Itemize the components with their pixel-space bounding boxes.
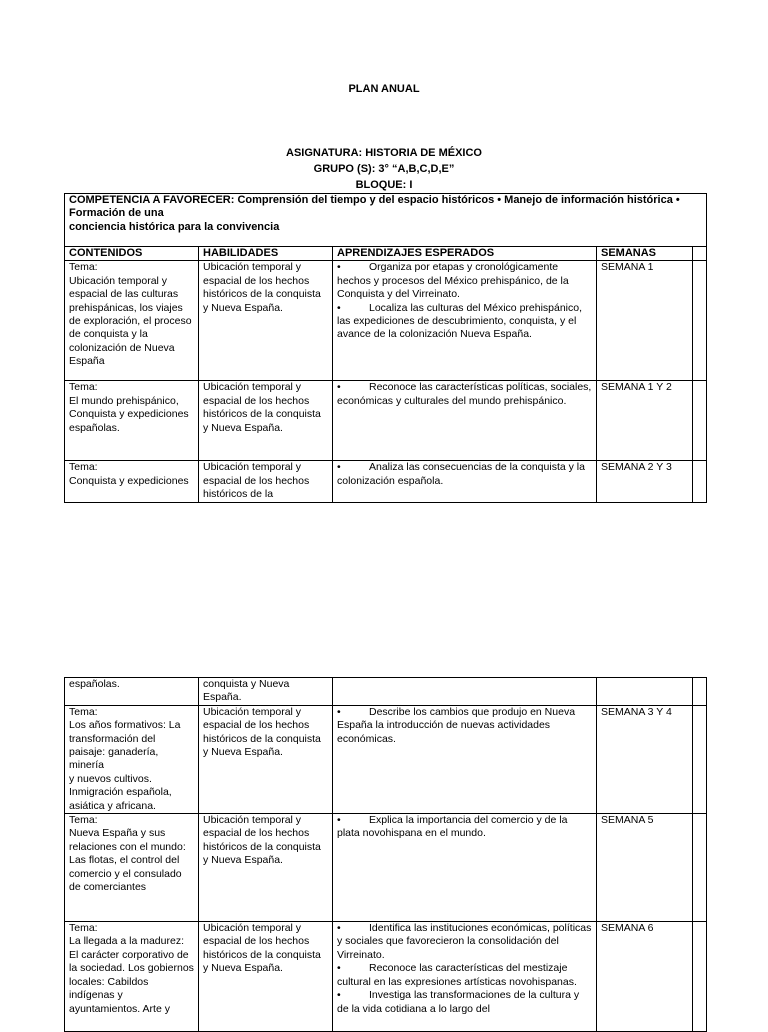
aprendizaje-item: • Localiza las culturas del México prehispánico, las expediciones de descubrimiento, conquista, y el avance de la colonización Nueva España. bbox=[337, 301, 583, 341]
aprendizaje-item: • Investiga las transformaciones de la cultura y de la vida cotidiana a lo largo del bbox=[337, 989, 580, 1015]
contenidos-cell: Tema: Nueva España y sus relaciones con el mundo: Las flotas, el control del comercio y el consulado de comerciantes bbox=[65, 814, 199, 922]
empty-cell bbox=[693, 461, 707, 502]
habilidades-cell: conquista y Nueva España. bbox=[199, 678, 333, 706]
plan-table-page-2 bbox=[64, 677, 707, 1032]
aprendizaje-item: • Organiza por etapas y cronológicamente hechos y procesos del México prehispánico, de la Conquista y del Virreinato. bbox=[337, 261, 569, 301]
empty-cell bbox=[693, 814, 707, 922]
bullet-icon: • bbox=[337, 814, 341, 827]
empty-cell bbox=[693, 381, 707, 461]
bullet-icon: • bbox=[337, 301, 341, 314]
habilidades-cell: Ubicación temporal y espacial de los hechos históricos de la conquista y Nueva España. bbox=[199, 381, 333, 461]
aprendizaje-item: • Describe los cambios que produjo en Nueva España la introducción de nuevas actividades económicas. bbox=[337, 705, 576, 745]
semanas-cell bbox=[597, 678, 693, 706]
semanas-cell: SEMANA 2 Y 3 bbox=[597, 461, 693, 502]
empty-cell bbox=[693, 247, 707, 261]
bullet-icon: • bbox=[337, 261, 341, 274]
bullet-icon: • bbox=[337, 962, 341, 975]
semanas-cell: SEMANA 6 bbox=[597, 922, 693, 1032]
aprendizajes-cell bbox=[333, 678, 597, 706]
contenidos-cell: Tema: Los años formativos: La transformación del paisaje: ganadería, minería y nuevos cultivos. Inmigración española, asiática y africana. bbox=[65, 705, 199, 813]
semanas-cell: SEMANA 5 bbox=[597, 814, 693, 922]
semanas-cell: SEMANA 1 Y 2 bbox=[597, 381, 693, 461]
plan-table-page-1 bbox=[64, 193, 707, 503]
table-row bbox=[65, 461, 707, 502]
competencia-cell: COMPETENCIA A FAVORECER: Comprensión del tiempo y del espacio históricos • Manejo de información histórica • Formación de una conciencia histórica para la convivencia bbox=[65, 194, 707, 247]
empty-cell bbox=[693, 705, 707, 813]
aprendizaje-item: • Reconoce las características políticas, sociales, económicas y culturales del mundo prehispánico. bbox=[337, 381, 592, 407]
habilidades-cell: Ubicación temporal y espacial de los hechos históricos de la conquista y Nueva España. bbox=[199, 814, 333, 922]
bullet-icon: • bbox=[337, 705, 341, 718]
grupo-line: GRUPO (S): 3° “A,B,C,D,E” bbox=[313, 163, 455, 175]
habilidades-cell: Ubicación temporal y espacial de los hechos históricos de la conquista y Nueva España. bbox=[199, 261, 333, 381]
contenidos-cell: Tema: Ubicación temporal y espacial de las culturas prehispánicas, los viajes de exploración, el proceso de conquista y la colonización de Nueva España bbox=[65, 261, 199, 381]
bullet-icon: • bbox=[337, 989, 341, 1002]
table-row bbox=[65, 814, 707, 922]
aprendizajes-cell bbox=[333, 461, 597, 502]
header-semanas: SEMANAS bbox=[597, 247, 693, 261]
document-title: PLAN ANUAL bbox=[348, 83, 420, 95]
header-aprendizajes: APRENDIZAJES ESPERADOS bbox=[333, 247, 597, 261]
habilidades-cell: Ubicación temporal y espacial de los hechos históricos de la bbox=[199, 461, 333, 502]
bullet-icon: • bbox=[337, 922, 341, 935]
contenidos-cell: Tema: El mundo prehispánico, Conquista y expediciones españolas. bbox=[65, 381, 199, 461]
habilidades-cell: Ubicación temporal y espacial de los hechos históricos de la conquista y Nueva España. bbox=[199, 705, 333, 813]
semanas-cell: SEMANA 3 Y 4 bbox=[597, 705, 693, 813]
empty-cell bbox=[693, 922, 707, 1032]
asignatura-line: ASIGNATURA: HISTORIA DE MÉXICO bbox=[286, 147, 482, 159]
aprendizaje-item: • Analiza las consecuencias de la conquista y la colonización española. bbox=[337, 461, 585, 487]
bloque-line: BLOQUE: I bbox=[355, 179, 413, 191]
aprendizaje-item: • Identifica las instituciones económicas, políticas y sociales que favorecieron la consolidación del Virreinato. bbox=[337, 922, 592, 961]
aprendizaje-item: • Reconoce las características del mestizaje cultural en las expresiones artísticas novohispanas. bbox=[337, 962, 577, 988]
aprendizajes-cell bbox=[333, 814, 597, 922]
aprendizajes-cell bbox=[333, 381, 597, 461]
contenidos-cell: Tema: La llegada a la madurez: El carácter corporativo de la sociedad. Los gobiernos locales: Cabildos indígenas y ayuntamientos. Arte y bbox=[65, 922, 199, 1032]
aprendizajes-cell bbox=[333, 261, 597, 381]
table-row bbox=[65, 678, 707, 706]
table-row bbox=[65, 261, 707, 381]
header-habilidades: HABILIDADES bbox=[199, 247, 333, 261]
empty-cell bbox=[693, 678, 707, 706]
table-row bbox=[65, 381, 707, 461]
table-row bbox=[65, 705, 707, 813]
table-row bbox=[65, 922, 707, 1032]
aprendizajes-cell bbox=[333, 922, 597, 1032]
header-contenidos: CONTENIDOS bbox=[65, 247, 199, 261]
empty-cell bbox=[693, 261, 707, 381]
semanas-cell: SEMANA 1 bbox=[597, 261, 693, 381]
contenidos-cell: Tema: Conquista y expediciones bbox=[65, 461, 199, 502]
habilidades-cell: Ubicación temporal y espacial de los hechos históricos de la conquista y Nueva España. bbox=[199, 922, 333, 1032]
aprendizaje-item: • Explica la importancia del comercio y de la plata novohispana en el mundo. bbox=[337, 814, 568, 840]
bullet-icon: • bbox=[337, 381, 341, 394]
aprendizajes-cell bbox=[333, 705, 597, 813]
contenidos-cell: españolas. bbox=[65, 678, 199, 706]
bullet-icon: • bbox=[337, 461, 341, 474]
